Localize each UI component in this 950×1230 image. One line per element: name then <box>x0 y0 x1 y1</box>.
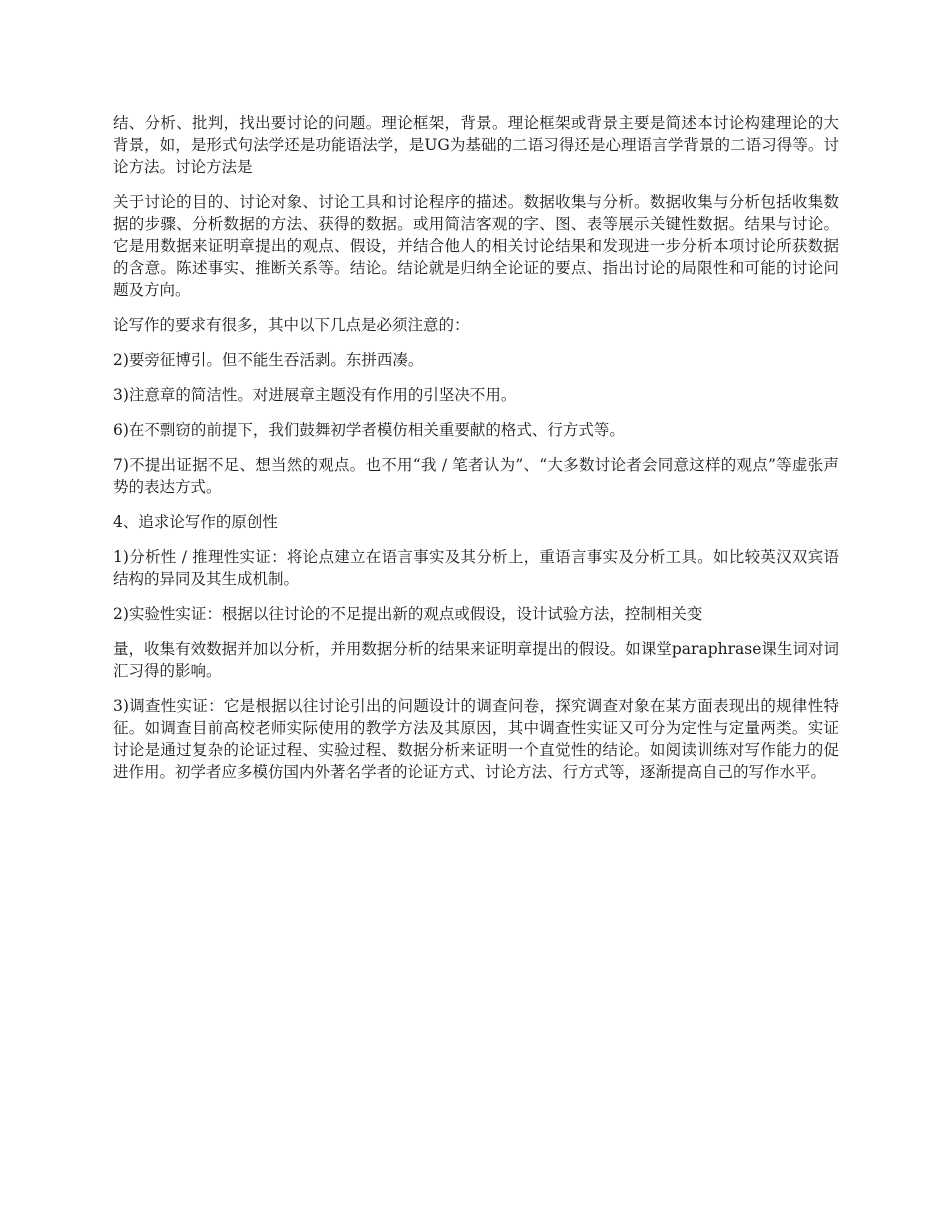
list-item-7: 7)不提出证据不足、想当然的观点。也不用“我 / 笔者认为”、“大多数讨论者会同意这样的观点”等虚张声势的表达方式。 <box>113 456 839 496</box>
paragraph-2: 关于讨论的目的、讨论对象、讨论工具和讨论程序的描述。数据收集与分析。数据收集与分析包括收集数据的步骤、分析数据的方法、获得的数据。或用简洁客观的字、图、表等展示关键性数据。结果与讨论。它是用数据来证明章提出的观点、假设，并结合他人的相关讨论结果和发现进一步分析本项讨论所获数据的含意。陈述事实、推断关系等。结论。结论就是归纳全论证的要点、指出讨论的局限性和可能的讨论问题及方向。 <box>113 193 839 299</box>
section-heading-4: 4、追求论写作的原创性 <box>113 513 278 531</box>
document-body <box>113 112 839 796</box>
list-item-experimental: 2)实验性实证：根据以往讨论的不足提出新的观点或假设，设计试验方法，控制相关变 <box>113 605 703 623</box>
paragraph-1: 结、分析、批判，找出要讨论的问题。理论框架，背景。理论框架或背景主要是简述本讨论构建理论的大背景，如，是形式句法学还是功能语法学，是UG为基础的二语习得还是心理语言学背景的二语习得等。讨论方法。讨论方法是 <box>113 114 839 176</box>
list-item-analytic: 1)分析性 / 推理性实证：将论点建立在语言事实及其分析上，重语言事实及分析工具。如比较英汉双宾语结构的异同及其生成机制。 <box>113 548 839 588</box>
list-item-survey: 3)调查性实证：它是根据以往讨论引出的问题设计的调查问卷，探究调查对象在某方面表现出的规律性特征。如调查目前高校老师实际使用的教学方法及其原因，其中调查性实证又可分为定性与定量两类。实证讨论是通过复杂的论证过程、实验过程、数据分析来证明一个直觉性的结论。如阅读训练对写作能力的促进作用。初学者应多模仿国内外著名学者的论证方式、讨论方法、行方式等，逐渐提高自己的写作水平。 <box>113 697 839 781</box>
list-item-6: 6)在不剽窃的前提下，我们鼓舞初学者模仿相关重要献的格式、行方式等。 <box>113 421 625 439</box>
paragraph-experimental-cont: 量，收集有效数据并加以分析，并用数据分析的结果来证明章提出的假设。如课堂paraphrase课生词对词汇习得的影响。 <box>113 640 839 680</box>
list-item-2: 2)要旁征博引。但不能生吞活剥。东拼西凑。 <box>113 351 424 369</box>
list-item-3: 3)注意章的简洁性。对进展章主题没有作用的引坚决不用。 <box>113 386 517 404</box>
paragraph-3: 论写作的要求有很多，其中以下几点是必须注意的： <box>113 316 470 334</box>
